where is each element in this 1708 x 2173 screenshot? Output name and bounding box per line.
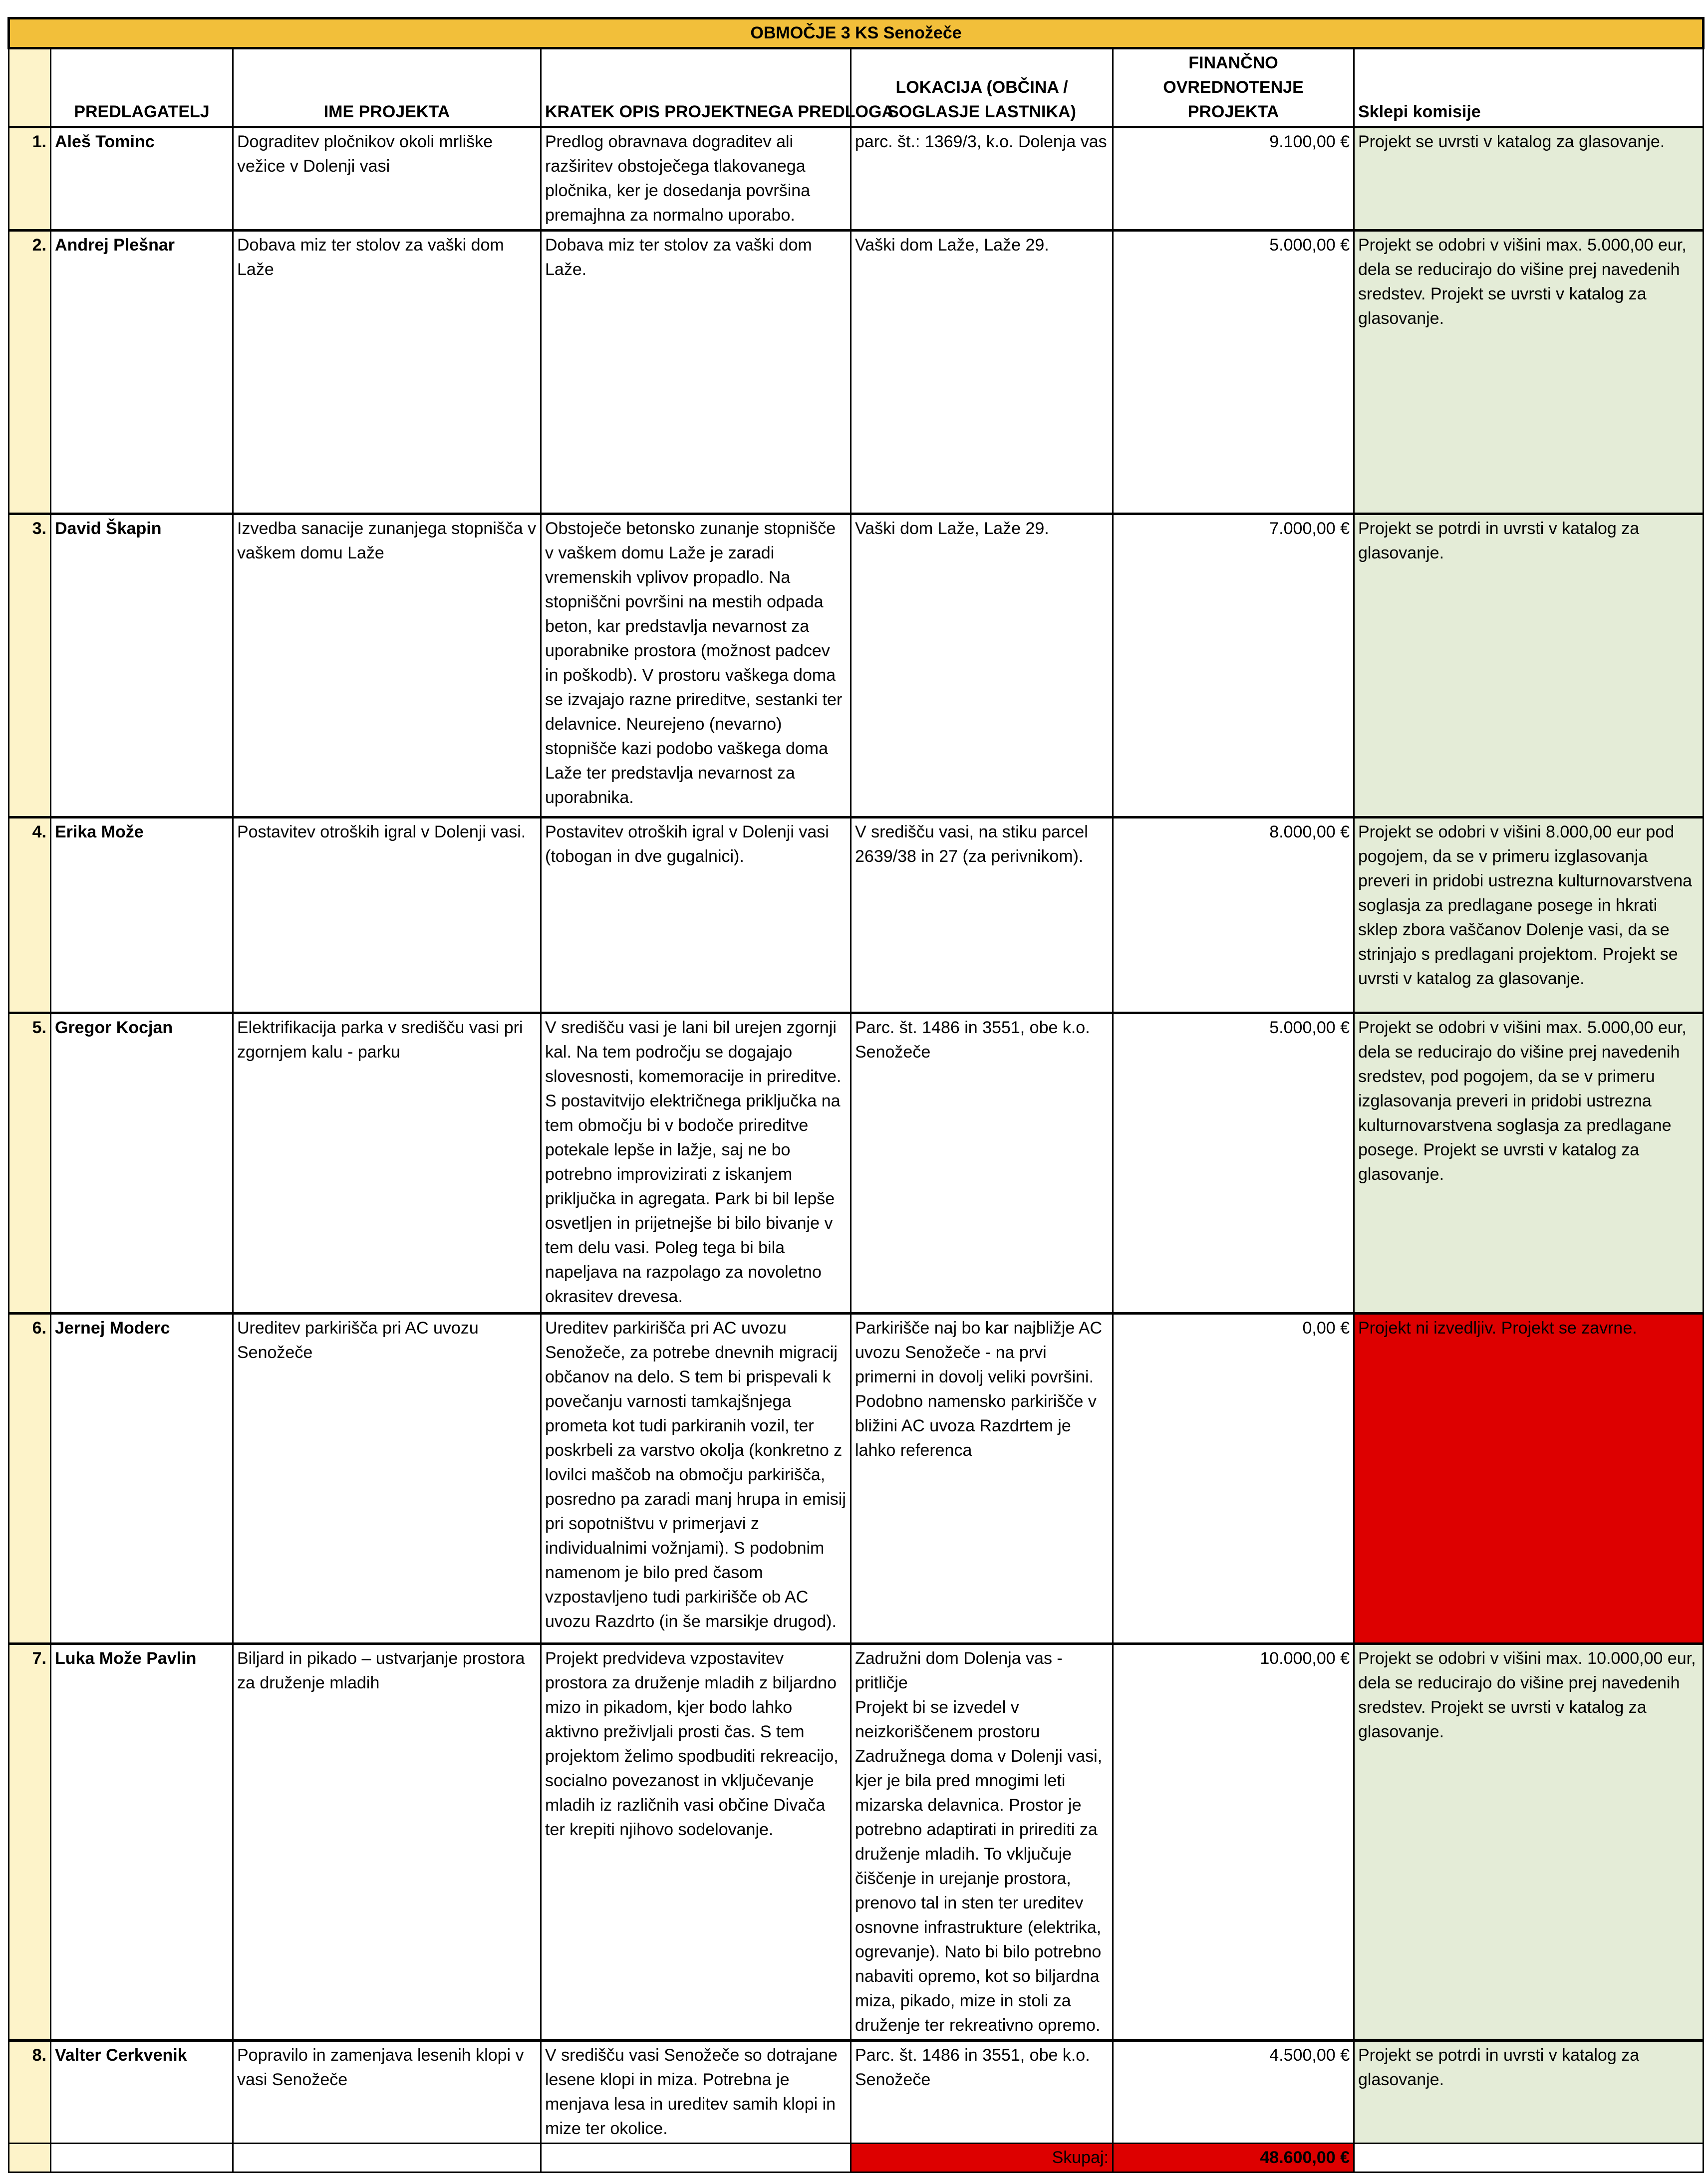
cell-financno: 10.000,00 € — [1113, 1644, 1354, 2041]
cell-opis: V središču vasi Senožeče so dotrajane lesene klopi in miza. Potrebna je menjava lesa in ureditev samih klopi in mize ter okolice. — [541, 2041, 851, 2144]
total-value: 48.600,00 € — [1113, 2144, 1354, 2173]
cell-ime-projekta: Elektrifikacija parka v središču vasi pri zgornjem kalu - parku — [233, 1013, 541, 1314]
row-number: 7. — [9, 1644, 51, 2041]
table-row — [9, 127, 1704, 231]
table-row — [9, 817, 1704, 1013]
table-row — [9, 1013, 1704, 1314]
cell-lokacija: V središču vasi, na stiku parcel 2639/38 in 27 (za perivnikom). — [851, 817, 1113, 1013]
header-lokacija: LOKACIJA (OBČINA / SOGLASJE LASTNIKA) — [851, 48, 1113, 127]
cell-predlagatelj: Jernej Moderc — [51, 1314, 233, 1644]
cell-lokacija: Parkirišče naj bo kar najbližje AC uvozu Senožeče - na prvi primerni in dovolj veliki površini. Podobno namensko parkirišče v bližini AC uvoza Razdrtem je lahko referenca — [851, 1314, 1113, 1644]
row-number: 5. — [9, 1013, 51, 1314]
cell-opis: Dobava miz ter stolov za vaški dom Laže. — [541, 231, 851, 514]
cell-predlagatelj: Aleš Tominc — [51, 127, 233, 231]
table-row — [9, 1314, 1704, 1644]
cell-opis: Ureditev parkirišča pri AC uvozu Senožeče, za potrebe dnevnih migracij občanov na delo. S tem bi prispevali k povečanju varnosti tamkajšnjega prometa kot tudi parkiranih vozil, ter poskrbeli za varstvo okolja (konkretno z lovilci maščob na območju parkirišča, posredno pa zaradi manj hrupa in emisij pri sopotništvu v primerjavi z individualnimi vožnjami). S podobnim namenom je bilo pred časom vzpostavljeno tudi parkirišče ob AC uvozu Razdrto (in še marsikje drugod). — [541, 1314, 851, 1644]
cell-sklep: Projekt se odobri v višini 8.000,00 eur pod pogojem, da se v primeru izglasovanja preveri in pridobi ustrezna kulturnovarstvena soglasja za predlagane posege in hkrati sklep zbora vaščanov Dolenje vasi, da se strinjajo s predlagani projektom. Projekt se uvrsti v katalog za glasovanje. — [1354, 817, 1704, 1013]
cell-financno: 4.500,00 € — [1113, 2041, 1354, 2144]
table-row — [9, 2041, 1704, 2144]
cell-sklep: Projekt se odobri v višini max. 10.000,00 eur, dela se reducirajo do višine prej navedenih sredstev. Projekt se uvrsti v katalog za glasovanje. — [1354, 1644, 1704, 2041]
cell-financno: 0,00 € — [1113, 1314, 1354, 1644]
row-number: 6. — [9, 1314, 51, 1644]
row-number: 8. — [9, 2041, 51, 2144]
cell-sklep: Projekt se odobri v višini max. 5.000,00 eur, dela se reducirajo do višine prej navedenih sredstev. Projekt se uvrsti v katalog za glasovanje. — [1354, 231, 1704, 514]
sheet-title: OBMOČJE 3 KS Senožeče — [9, 18, 1704, 48]
cell-lokacija: Parc. št. 1486 in 3551, obe k.o. Senožeče — [851, 2041, 1113, 2144]
cell-financno: 7.000,00 € — [1113, 514, 1354, 817]
projects-table — [7, 17, 1705, 2173]
cell-financno: 5.000,00 € — [1113, 231, 1354, 514]
row-number: 4. — [9, 817, 51, 1013]
cell-ime-projekta: Dobava miz ter stolov za vaški dom Laže — [233, 231, 541, 514]
cell-predlagatelj: Andrej Plešnar — [51, 231, 233, 514]
row-number: 3. — [9, 514, 51, 817]
cell-lokacija: Zadružni dom Dolenja vas - pritličje Projekt bi se izvedel v neizkoriščenem prostoru Zadružnega doma v Dolenji vasi, kjer je bila pred mnogimi leti mizarska delavnica. Prostor je potrebno adaptirati in prirediti za druženje mladih. To vključuje čiščenje in urejanje prostora, prenovo tal in sten ter ureditev osnovne infrastrukture (elektrika, ogrevanje). Nato bi bilo potrebno nabaviti opremo, kot so biljardna miza, pikado, mize in stoli za druženje ter rekreativno opremo. — [851, 1644, 1113, 2041]
cell-financno: 9.100,00 € — [1113, 127, 1354, 231]
cell-ime-projekta: Popravilo in zamenjava lesenih klopi v vasi Senožeče — [233, 2041, 541, 2144]
cell-opis: Predlog obravnava dograditev ali razširitev obstoječega tlakovanega pločnika, ker je dosedanja površina premajhna za normalno uporabo. — [541, 127, 851, 231]
total-blank — [9, 2144, 51, 2173]
table-row — [9, 514, 1704, 817]
header-opis: KRATEK OPIS PROJEKTNEGA PREDLOGA — [541, 48, 851, 127]
cell-financno: 5.000,00 € — [1113, 1013, 1354, 1314]
cell-predlagatelj: Erika Može — [51, 817, 233, 1013]
cell-ime-projekta: Postavitev otroških igral v Dolenji vasi. — [233, 817, 541, 1013]
cell-predlagatelj: Luka Može Pavlin — [51, 1644, 233, 2041]
cell-lokacija: Vaški dom Laže, Laže 29. — [851, 231, 1113, 514]
cell-sklep: Projekt ni izvedljiv. Projekt se zavrne. — [1354, 1314, 1704, 1644]
header-sklepi: Sklepi komisije — [1354, 48, 1704, 127]
cell-ime-projekta: Ureditev parkirišča pri AC uvozu Senožeče — [233, 1314, 541, 1644]
cell-ime-projekta: Biljard in pikado – ustvarjanje prostora za druženje mladih — [233, 1644, 541, 2041]
cell-opis: Obstoječe betonsko zunanje stopnišče v vaškem domu Laže je zaradi vremenskih vplivov propadlo. Na stopniščni površini na mestih odpada beton, kar predstavlja nevarnost za uporabnike prostora (možnost padcev in poškodb). V prostoru vaškega doma se izvajajo razne prireditve, sestanki ter delavnice. Neurejeno (nevarno) stopnišče kazi podobo vaškega doma Laže ter predstavlja nevarnost za uporabnika. — [541, 514, 851, 817]
cell-sklep: Projekt se odobri v višini max. 5.000,00 eur, dela se reducirajo do višine prej navedenih sredstev, pod pogojem, da se v primeru izglasovanja preveri in pridobi ustrezna kulturnovarstvena soglasja za predlagane posege. Projekt se uvrsti v katalog za glasovanje. — [1354, 1013, 1704, 1314]
cell-financno: 8.000,00 € — [1113, 817, 1354, 1013]
cell-predlagatelj: David Škapin — [51, 514, 233, 817]
cell-opis: Postavitev otroških igral v Dolenji vasi (tobogan in dve gugalnici). — [541, 817, 851, 1013]
header-ime-projekta: IME PROJEKTA — [233, 48, 541, 127]
total-blank — [541, 2144, 851, 2173]
cell-sklep: Projekt se uvrsti v katalog za glasovanje. — [1354, 127, 1704, 231]
cell-lokacija: Vaški dom Laže, Laže 29. — [851, 514, 1113, 817]
header-number — [9, 48, 51, 127]
total-blank — [51, 2144, 233, 2173]
cell-ime-projekta: Izvedba sanacije zunanjega stopnišča v vaškem domu Laže — [233, 514, 541, 817]
cell-lokacija: parc. št.: 1369/3, k.o. Dolenja vas — [851, 127, 1113, 231]
row-number: 1. — [9, 127, 51, 231]
cell-sklep: Projekt se potrdi in uvrsti v katalog za glasovanje. — [1354, 2041, 1704, 2144]
header-predlagatelj: PREDLAGATELJ — [51, 48, 233, 127]
cell-predlagatelj: Gregor Kocjan — [51, 1013, 233, 1314]
cell-sklep: Projekt se potrdi in uvrsti v katalog za glasovanje. — [1354, 514, 1704, 817]
cell-ime-projekta: Dograditev pločnikov okoli mrliške vežice v Dolenji vasi — [233, 127, 541, 231]
cell-opis: V središču vasi je lani bil urejen zgornji kal. Na tem področju se dogajajo slovesnosti, komemoracije in prireditve. S postavitvijo električnega priključka na tem območju bi v bodoče prireditve potekale lepše in lažje, saj ne bo potrebno improvizirati z iskanjem priključka in agregata. Park bi bil lepše osvetljen in prijetnejše bi bilo bivanje v tem delu vasi. Poleg tega bi bila napeljava na razpolago za novoletno okrasitev drevesa. — [541, 1013, 851, 1314]
total-blank — [233, 2144, 541, 2173]
cell-predlagatelj: Valter Cerkvenik — [51, 2041, 233, 2144]
table-row — [9, 231, 1704, 514]
row-number: 2. — [9, 231, 51, 514]
total-label: Skupaj: — [851, 2144, 1113, 2173]
cell-lokacija: Parc. št. 1486 in 3551, obe k.o. Senožeče — [851, 1013, 1113, 1314]
header-financno: FINANČNO OVREDNOTENJE PROJEKTA — [1113, 48, 1354, 127]
total-blank — [1354, 2144, 1704, 2173]
cell-opis: Projekt predvideva vzpostavitev prostora za druženje mladih z biljardno mizo in pikadom, kjer bodo lahko aktivno preživljali prosti čas. S tem projektom želimo spodbuditi rekreacijo, socialno povezanost in vključevanje mladih iz različnih vasi občine Divača ter krepiti njihovo sodelovanje. — [541, 1644, 851, 2041]
table-row — [9, 1644, 1704, 2041]
